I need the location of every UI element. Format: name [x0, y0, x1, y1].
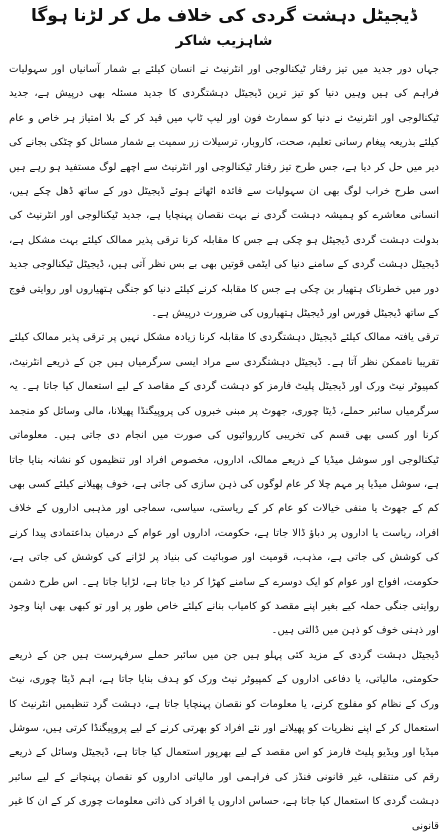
article-body: [9, 58, 439, 839]
author-byline: شاہزیب شاکر: [175, 33, 273, 49]
paragraph-3: ڈیجیٹل دہشت گردی کے مزید کئی پہلو ہیں جن میں سائبر حملے سرفہرست ہیں جن کے ذریعے حکومتی، مالیاتی، یا دفاعی اداروں کے کمپیوٹر نیٹ ورک کو ہدف بنایا جاتا ہے، اہم ڈیٹا چوری، نیٹ ورک کے نظام کو مفلوج کرنے، یا معلومات کو نقصان پہنچایا جاتا ہے، دہشت گرد تنظیمیں انٹرنیٹ کا استعمال کر کے اپنے نظریات کو پھیلانے اور نئے افراد کو بھرتی کرنے کے لیے پروپیگنڈا کرتی ہیں، سوشل میڈیا اور ویڈیو پلیٹ فارمز کو اس مقصد کے لیے بھرپور استعمال کیا جاتا ہے، ڈیجیٹل وسائل کے ذریعے رقم کی منتقلی، غیر قانونی فنڈز کی فراہمی اور مالیاتی اداروں کو نقصان پہنچانے کے لیے سائبر دہشت گردی کا استعمال کیا جاتا ہے، حساس اداروں یا افراد کی ذاتی معلومات چوری کر کے ان کا غیر قانونی: [9, 649, 439, 832]
article-headline: ڈیجیٹل دہشت گردی کی خلاف مل کر لڑنا ہوگا: [30, 6, 418, 26]
paragraph-2: ترقی یافتہ ممالک کیلئے ڈیجیٹل دہشتگردی کا مقابلہ کرنا زیادہ مشکل نہیں پر ترقی پذیر ممالک کیلئے تقریبا ناممکن نظر آتا ہے۔ ڈیجیٹل دہشتگردی سے مراد ایسی سرگرمیاں ہیں جن کے ذریعے انٹرنیٹ، کمپیوٹر نیٹ ورک اور ڈیجیٹل پلیٹ فارمز کو دہشت گردی کے مقاصد کے لیے استعمال کیا جاتا ہے۔ یہ سرگرمیاں سائبر حملے، ڈیٹا چوری، جھوٹ پر مبنی خبروں کی پروپیگنڈا پھیلانا، مالی وسائل کو منجمد کرنا اور کسی بھی قسم کی تخریبی کارروائیوں کی صورت میں انجام دی جاتی ہیں۔ معلوماتی ٹیکنالوجی اور سوشل میڈیا کے ذریعے ممالک، اداروں، مخصوص افراد اور تنظیموں کو نشانہ بنایا جاتا ہے، سوشل میڈیا پر مہم چلا کر عام لوگوں کی ذہن سازی کی جاتی ہے، خوف پھیلانے کیلئے کسی بھی کم کے جھوٹ یا منفی خیالات کو عام کر کے ریاستی، سیاسی، سماجی اور مذہبی اداروں کے خلاف افراد، ریاست یا اداروں پر دباؤ ڈالا جاتا ہے، حکومت، اداروں اور عوام کے درمیان بداعتمادی پیدا کرنے کی کوشش کی جاتی ہے، مذہب، قومیت اور صوبائیت کی بنیاد پر لڑانے کی کوشش کی جاتی ہے، حکومت، افواج اور عوام کو ایک دوسرے کے سامنے کھڑا کر دیا جاتا ہے، لڑایا جاتا ہے۔ اس طرح دشمن روایتی جنگی حملہ کیے بغیر اپنے مقصد کو کامیاب بنانے کیلئے خاص طور پر اور تو کبھی بھی اپنا وجود اور ذہنی خوف کو ذہن میں ڈالتی ہیں۔: [9, 332, 439, 637]
paragraph-1: جہاں دور جدید میں تیز رفتار ٹیکنالوجی اور انٹرنیٹ نے انسان کیلئے بے شمار آسانیاں اور سہولیات فراہم کی ہیں وہیں دنیا کو تیز ترین ڈیجیٹل دہشتگردی کا جدید مسئلہ بھی درپیش ہے، جدید ٹیکنالوجی اور انٹرنیٹ نے دنیا کو سمارٹ فون اور لیپ ٹاپ میں قید کر کے بلا امتیاز ہر خاص و عام کیلئے بذریعہ پیغام رسانی تعلیم، صحت، کاروبار، ترسیلات زر سمیت بے شمار مسائل کو چٹکی بجانے کی دیر میں حل کر دیا ہے، جس طرح تیز رفتار ٹیکنالوجی اور انٹرنیٹ سے اچھے لوگ مستفید ہو رہے ہیں اسی طرح خراب لوگ بھی ان سہولیات سے فائدہ اٹھاتے ہوئے ڈیجیٹل دور کے ساتھ ڈھل چکے ہیں، انسانی معاشرے کو ہمیشہ دہشت گردی نے بہت نقصان پہنچایا ہے، جدید ٹیکنالوجی اور انٹرنیٹ کی بدولت دہشت گردی ڈیجیٹل ہو چکی ہے جس کا مقابلہ کرنا ترقی پذیر ممالک کیلئے بہت مشکل ہے، ڈیجیٹل دہشت گردی کے سامنے دنیا کی ایٹمی قوتیں بھی بے بس نظر آتی ہیں، ڈیجیٹل ٹیکنالوجی جدید دور میں خطرناک ہتھیار بن چکی ہے جس کا مقابلہ کرنے کیلئے دنیا کو جنگی ہتھیاروں اور روایتی فوج کے ساتھ ڈیجیٹل فورس اور ڈیجیٹل ہتھیاروں کی ضرورت درپیش ہے۔: [9, 64, 439, 320]
